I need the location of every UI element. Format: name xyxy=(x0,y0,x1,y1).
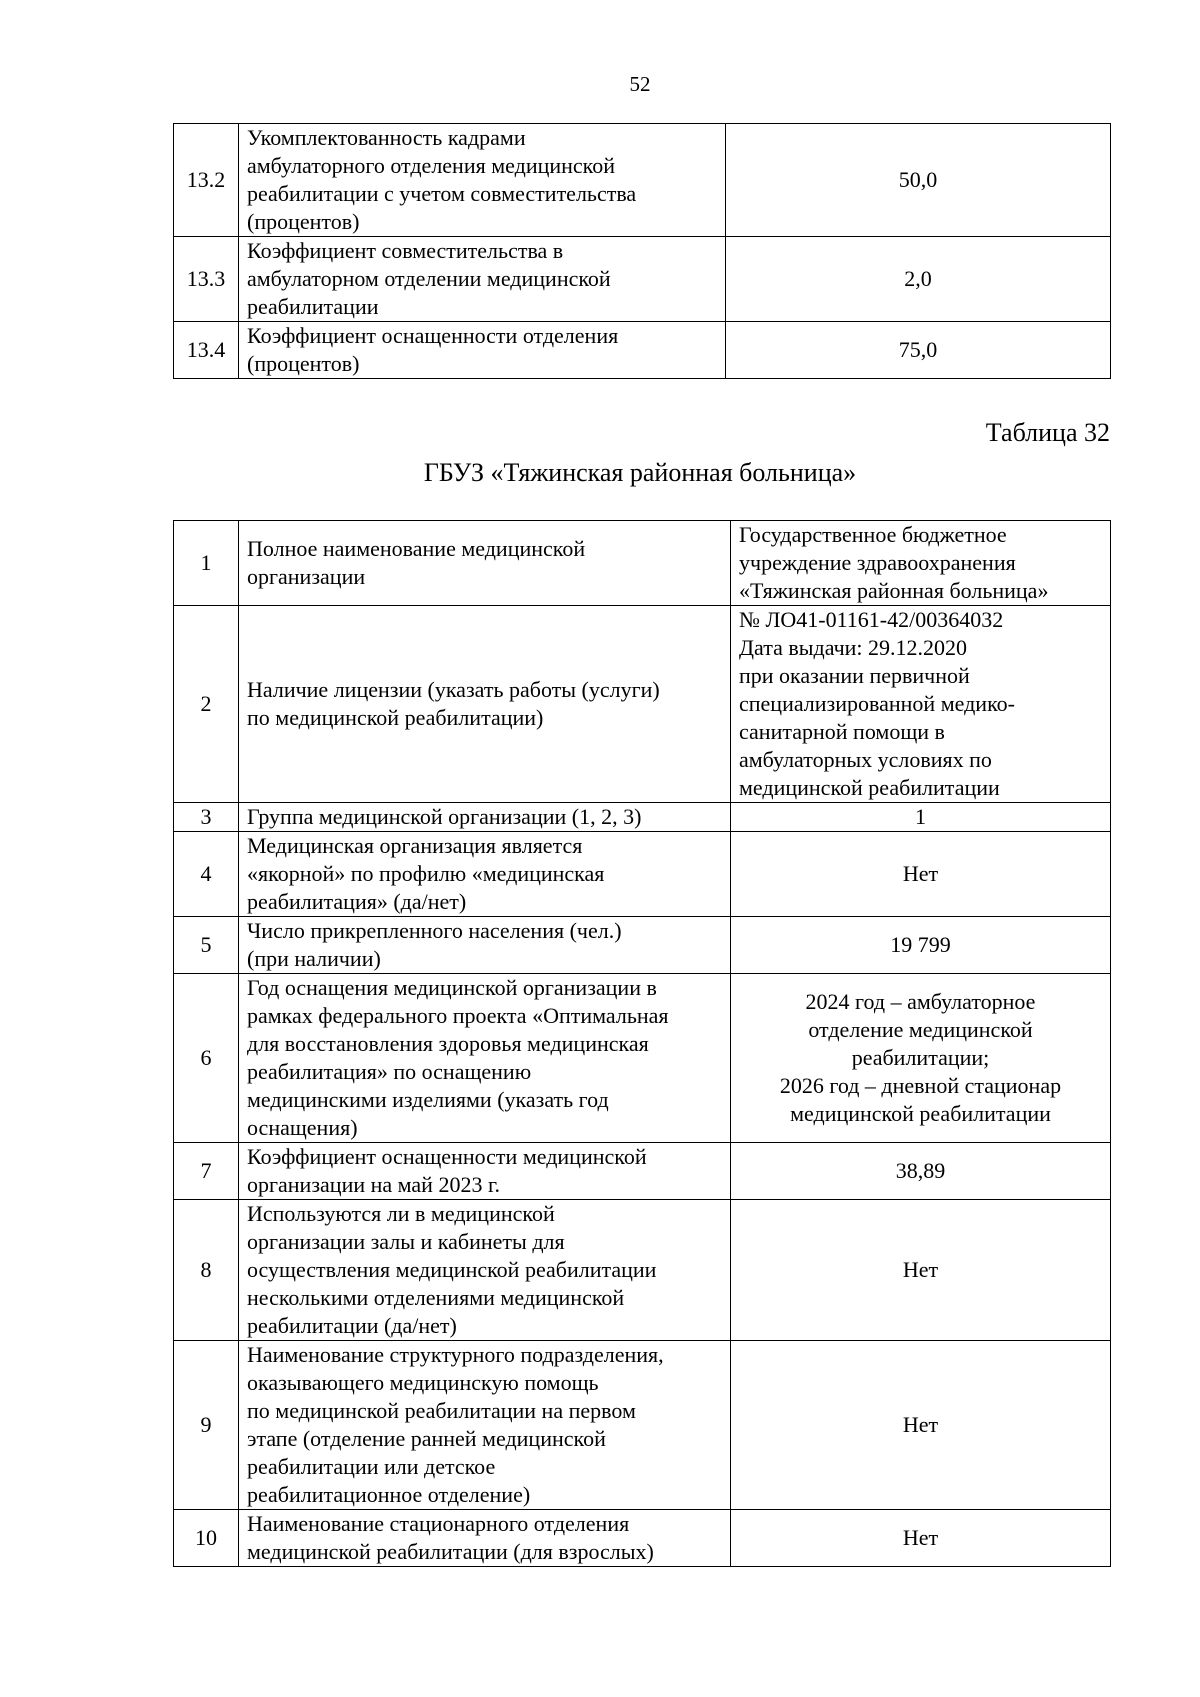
value-line: медицинской реабилитации xyxy=(739,775,1000,800)
description-line: организации на май 2023 г. xyxy=(247,1172,500,1197)
description-line: амбулаторного отделения медицинской xyxy=(247,153,616,178)
value-line: «Тяжинская районная больница» xyxy=(739,578,1049,603)
row-value xyxy=(731,974,1111,1143)
table-row xyxy=(174,1143,1111,1200)
table-row xyxy=(174,1200,1111,1341)
description-line: медицинскими изделиями (указать год xyxy=(247,1087,609,1112)
row-number: 13.4 xyxy=(174,322,239,379)
row-value: 75,0 xyxy=(726,322,1111,379)
row-number: 1 xyxy=(174,521,239,606)
description-line: Наименование стационарного отделения xyxy=(247,1511,630,1536)
description-line: амбулаторном отделении медицинской xyxy=(247,266,611,291)
description-line: реабилитации с учетом совместительства xyxy=(247,181,637,206)
row-value: 50,0 xyxy=(726,124,1111,237)
row-value xyxy=(731,1143,1111,1200)
value-line: Нет xyxy=(902,861,939,886)
row-number: 8 xyxy=(174,1200,239,1341)
table-title: ГБУЗ «Тяжинская районная больница» xyxy=(423,458,857,487)
row-number: 13.2 xyxy=(174,124,239,237)
description-line: Медицинская организация является xyxy=(247,833,583,858)
table-row xyxy=(174,606,1111,803)
description-line: (при наличии) xyxy=(247,946,381,971)
description-line: «якорной» по профилю «медицинская xyxy=(247,861,605,886)
row-number: 7 xyxy=(174,1143,239,1200)
description-line: Укомплектованность кадрами xyxy=(247,125,526,150)
page-number: 52 xyxy=(629,72,651,96)
value-line: Нет xyxy=(902,1257,939,1282)
description-line: Полное наименование медицинской xyxy=(247,536,586,561)
row-number: 5 xyxy=(174,917,239,974)
description-line: реабилитации или детское xyxy=(247,1454,496,1479)
row-description xyxy=(239,974,731,1143)
table-row xyxy=(174,322,1111,379)
row-description xyxy=(239,1143,731,1200)
value-line: 2024 год – амбулаторное xyxy=(805,989,1036,1014)
indicators-table xyxy=(173,123,1111,379)
description-line: оснащения) xyxy=(247,1115,358,1140)
row-number: 2 xyxy=(174,606,239,803)
row-description xyxy=(239,1341,731,1510)
description-line: организации xyxy=(247,564,366,589)
value-line: 1 xyxy=(915,804,926,829)
row-number: 6 xyxy=(174,974,239,1143)
table-row xyxy=(174,237,1111,322)
description-line: Наименование структурного подразделения, xyxy=(247,1342,664,1367)
row-description xyxy=(239,832,731,917)
description-line: Наличие лицензии (указать работы (услуги) xyxy=(247,677,660,702)
table-row xyxy=(174,917,1111,974)
row-value xyxy=(731,917,1111,974)
row-number: 3 xyxy=(174,803,239,832)
description-line: Группа медицинской организации (1, 2, 3) xyxy=(247,804,642,829)
row-number: 9 xyxy=(174,1341,239,1510)
row-value xyxy=(731,1510,1111,1567)
value-line: 2026 год – дневной стационар xyxy=(779,1073,1062,1098)
description-line: Число прикрепленного населения (чел.) xyxy=(247,918,622,943)
description-line: (процентов) xyxy=(247,209,360,234)
description-line: медицинской реабилитации (для взрослых) xyxy=(247,1539,654,1564)
table-row xyxy=(174,124,1111,237)
description-line: для восстановления здоровья медицинская xyxy=(247,1031,649,1056)
description-line: Год оснащения медицинской организации в xyxy=(247,975,657,1000)
row-description xyxy=(239,322,726,379)
table-label: Таблица 32 xyxy=(985,418,1110,447)
row-description xyxy=(239,521,731,606)
description-line: реабилитация» по оснащению xyxy=(247,1059,532,1084)
row-description xyxy=(239,803,731,832)
value-line: медицинской реабилитации xyxy=(790,1101,1051,1126)
description-line: реабилитационное отделение) xyxy=(247,1482,531,1507)
organization-table xyxy=(173,520,1111,1567)
row-value xyxy=(731,832,1111,917)
row-number: 13.3 xyxy=(174,237,239,322)
description-line: Используются ли в медицинской xyxy=(247,1201,555,1226)
description-line: реабилитации xyxy=(247,294,379,319)
row-description xyxy=(239,1200,731,1341)
description-line: Коэффициент совместительства в xyxy=(247,238,564,263)
row-number: 10 xyxy=(174,1510,239,1567)
description-line: несколькими отделениями медицинской xyxy=(247,1285,625,1310)
description-line: рамках федерального проекта «Оптимальная xyxy=(247,1003,669,1028)
description-line: Коэффициент оснащенности медицинской xyxy=(247,1144,647,1169)
value-line: Государственное бюджетное xyxy=(739,522,1007,547)
value-line: учреждение здравоохранения xyxy=(739,550,1016,575)
value-line: специализированной медико- xyxy=(739,691,1015,716)
description-line: оказывающего медицинскую помощь xyxy=(247,1370,599,1395)
value-line: реабилитации; xyxy=(851,1045,990,1070)
value-line: 38,89 xyxy=(895,1158,946,1183)
description-line: Коэффициент оснащенности отделения xyxy=(247,323,619,348)
table-row xyxy=(174,1341,1111,1510)
row-description xyxy=(239,124,726,237)
row-description xyxy=(239,917,731,974)
row-value: 2,0 xyxy=(726,237,1111,322)
row-value xyxy=(731,1341,1111,1510)
table-row xyxy=(174,803,1111,832)
value-line: 19 799 xyxy=(890,932,951,957)
description-line: осуществления медицинской реабилитации xyxy=(247,1257,657,1282)
row-description xyxy=(239,606,731,803)
row-description xyxy=(239,1510,731,1567)
table-row xyxy=(174,974,1111,1143)
description-line: этапе (отделение ранней медицинской xyxy=(247,1426,606,1451)
row-value xyxy=(731,521,1111,606)
row-description xyxy=(239,237,726,322)
description-line: по медицинской реабилитации) xyxy=(247,705,544,730)
description-line: организации залы и кабинеты для xyxy=(247,1229,565,1254)
row-value xyxy=(731,606,1111,803)
table-row xyxy=(174,521,1111,606)
description-line: реабилитация» (да/нет) xyxy=(247,889,467,914)
value-line: санитарной помощи в xyxy=(739,719,945,744)
row-value xyxy=(731,1200,1111,1341)
description-line: по медицинской реабилитации на первом xyxy=(247,1398,636,1423)
value-line: отделение медицинской xyxy=(808,1017,1033,1042)
value-line: Нет xyxy=(902,1525,939,1550)
description-line: реабилитации (да/нет) xyxy=(247,1313,457,1338)
value-line: амбулаторных условиях по xyxy=(739,747,992,772)
description-line: (процентов) xyxy=(247,351,360,376)
value-line: Дата выдачи: 29.12.2020 xyxy=(739,635,968,660)
row-value xyxy=(731,803,1111,832)
value-line: № ЛО41-01161-42/00364032 xyxy=(739,607,1004,632)
table-row xyxy=(174,832,1111,917)
row-number: 4 xyxy=(174,832,239,917)
value-line: Нет xyxy=(902,1412,939,1437)
value-line: при оказании первичной xyxy=(739,663,970,688)
table-row xyxy=(174,1510,1111,1567)
